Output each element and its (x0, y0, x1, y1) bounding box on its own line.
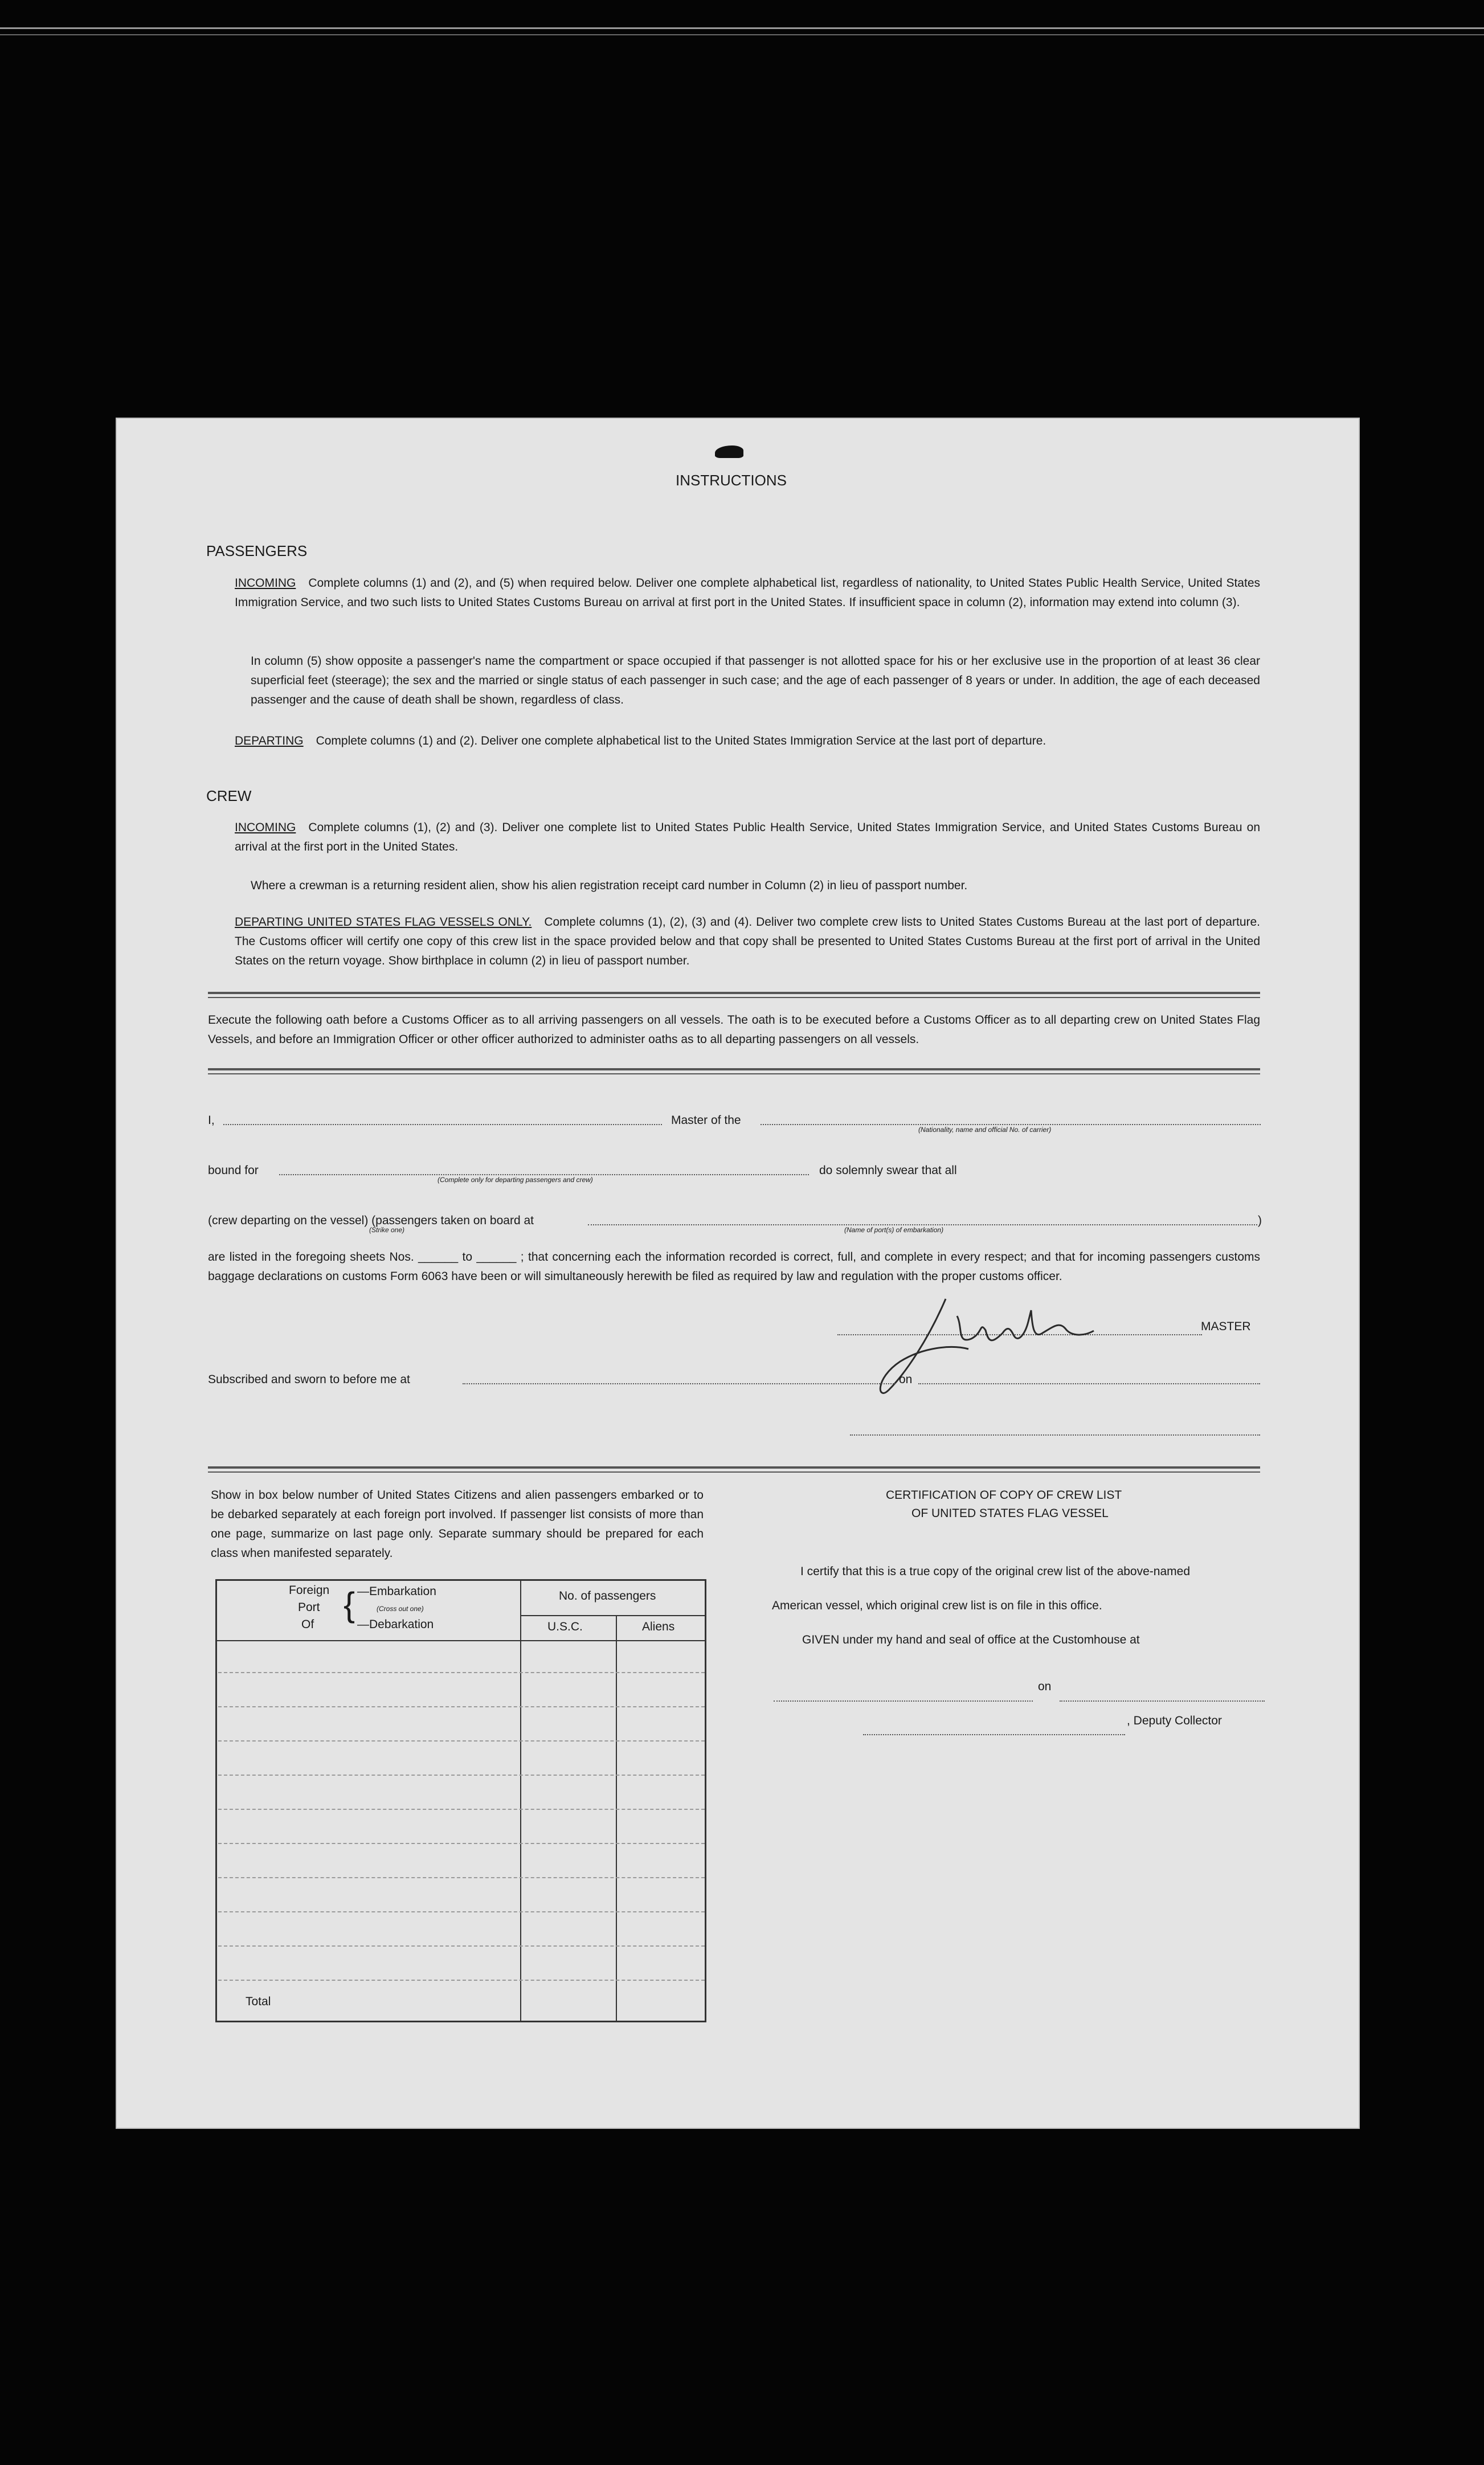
oath-instruction: Execute the following oath before a Customs Officer as to all arriving passengers on all vessels. The oath is to be executed before a Customs Officer as to all departing crew on United States Flag Vessels, and before an Immigration Officer or other officer authorized to administer oaths as to all departing passengers on all vessels. (208, 1013, 1260, 1046)
double-rule-1b (208, 997, 1260, 998)
master-signature (872, 1276, 1168, 1407)
debarkation-label: —Debarkation (357, 1618, 434, 1631)
crew-incoming-label: INCOMING (235, 821, 296, 834)
solemnly-swear-label: do solemnly swear that all (819, 1164, 957, 1177)
passengers-incoming-text: Complete columns (1) and (2), and (5) when required below. Deliver one complete alphabetical list, regardless of nationality, to United States Public Health Service, United States Immigration Service, and two such lists to United States Customs Bureau on arrival at first port in the United States. If insufficient space in column (2), information may extend into column (3). (235, 577, 1260, 609)
cross-out-note: (Cross out one) (377, 1605, 424, 1613)
of-label: Of (301, 1618, 314, 1631)
bound-for-label: bound for (208, 1164, 259, 1177)
certification-line-1: I certify that this is a true copy of the original crew list of the above-named (800, 1565, 1190, 1578)
oath-i-label: I, (208, 1114, 215, 1127)
certification-title-1: CERTIFICATION OF COPY OF CREW LIST (886, 1489, 1122, 1502)
subscribed-date-field[interactable] (918, 1383, 1260, 1384)
embarkation-label: —Embarkation (357, 1585, 436, 1598)
certification-line-2: American vessel, which original crew list is on file in this office. (772, 1599, 1102, 1612)
crew-departing-text: Complete columns (1), (2), (3) and (4). Deliver two complete crew lists to United States Customs Bureau at the last port of departure. The Customs officer will certify one copy of this crew list in the space provided below and that copy shall be presented to United States Customs Bureau at the first port of arrival in the United States on the return voyage. Show birthplace in column (2) in lieu of passport number. (235, 915, 1260, 967)
column5-paragraph: In column (5) show opposite a passenger's name the compartment or space occupied if that passenger is not allotted space for his or her exclusive use in the proportion of at least 36 clear superficial feet (steerage); the sex and the married or single status of each passenger in such case; and the age of each passenger of 8 years or under. In addition, the age of each deceased passenger and the cause of death shall be shown, regardless of class. (251, 655, 1260, 706)
crew-heading: CREW (206, 787, 252, 804)
table-row[interactable] (218, 1877, 705, 1878)
passenger-summary-table (215, 1579, 706, 2022)
table-row[interactable] (218, 1980, 705, 1981)
deputy-collector-field[interactable] (863, 1734, 1125, 1735)
table-row[interactable] (218, 1843, 705, 1844)
table-header-line (217, 1640, 705, 1641)
table-col-divider-2 (616, 1616, 617, 2021)
deputy-collector-label: , Deputy Collector (1127, 1714, 1222, 1727)
total-label: Total (246, 1995, 271, 2008)
close-paren: ) (1258, 1214, 1262, 1227)
instructions-title: INSTRUCTIONS (676, 472, 787, 489)
subscribed-label: Subscribed and sworn to before me at (208, 1373, 410, 1386)
crew-departing-paragraph (235, 913, 1260, 971)
crew-incoming-text: Complete columns (1), (2) and (3). Deliver one complete list to United States Public Health Service, United States Immigration Service, and United States Customs Bureau on arrival at the first port in the United States. (235, 821, 1260, 853)
officer-signature-field[interactable] (850, 1434, 1260, 1436)
certification-on-label: on (1038, 1680, 1052, 1693)
double-rule-3a (208, 1466, 1260, 1469)
table-row[interactable] (218, 1809, 705, 1810)
master-of-the-label: Master of the (671, 1114, 741, 1127)
table-row[interactable] (218, 1945, 705, 1947)
passengers-departing-label: DEPARTING (235, 734, 304, 747)
master-name-field[interactable] (223, 1124, 662, 1125)
aliens-header: Aliens (642, 1620, 675, 1633)
table-row[interactable] (218, 1672, 705, 1673)
port-label: Port (298, 1601, 320, 1614)
double-rule-3b (208, 1471, 1260, 1473)
double-rule-2a (208, 1068, 1260, 1070)
certification-date-field[interactable] (1060, 1700, 1265, 1702)
crew-departing-label: DEPARTING UNITED STATES FLAG VESSELS ONLY. (235, 915, 532, 929)
num-passengers-header: No. of passengers (559, 1589, 656, 1603)
ports-note: (Name of port(s) of embarkation) (844, 1226, 944, 1234)
passengers-departing-paragraph (235, 731, 1260, 751)
customhouse-field[interactable] (774, 1700, 1033, 1702)
nationality-note: (Nationality, name and official No. of carrier) (918, 1126, 1052, 1134)
embarkation-ports-field[interactable] (588, 1224, 1257, 1225)
table-col-divider-1 (520, 1581, 521, 2021)
top-film-edge-2 (0, 34, 1484, 35)
table-row[interactable] (218, 1740, 705, 1742)
listed-text: are listed in the foregoing sheets Nos. ______ to ______ ; that concerning each the information recorded is correct, full, and complete in every respect; and that for incoming passengers customs baggage declarations on customs Form 6063 have been or will simultaneously herewith be filed as required by law and regulation with the proper customs officer. (208, 1250, 1260, 1283)
certification-line-3: GIVEN under my hand and seal of office at the Customhouse at (802, 1633, 1140, 1646)
table-row[interactable] (218, 1706, 705, 1707)
vessel-name-field[interactable] (761, 1124, 1261, 1125)
table-row[interactable] (218, 1911, 705, 1912)
certification-title-2: OF UNITED STATES FLAG VESSEL (911, 1507, 1109, 1520)
crew-resident-paragraph: Where a crewman is a returning resident alien, show his alien registration receipt card number in Column (2) in lieu of passport number. (251, 879, 968, 892)
passengers-departing-text: Complete columns (1) and (2). Deliver one complete alphabetical list to the United States Immigration Service at the last port of departure. (316, 734, 1046, 747)
table-row[interactable] (218, 1775, 705, 1776)
crew-departing-label-line: (crew departing on the vessel) (passengers taken on board at (208, 1214, 534, 1227)
top-film-edge (0, 27, 1484, 29)
table-subheader-line (520, 1615, 705, 1616)
subscribed-on-label: on (899, 1373, 913, 1386)
ink-blot (715, 445, 743, 458)
summary-instruction: Show in box below number of United States Citizens and alien passengers embarked or to be debarked separately at each foreign port involved. If passenger list consists of more than one page, summarize on last page only. Separate summary should be prepared for each class when manifested separately. (211, 1489, 704, 1560)
bound-for-field[interactable] (279, 1174, 809, 1175)
passengers-incoming-paragraph (235, 574, 1260, 612)
usc-header: U.S.C. (547, 1620, 583, 1633)
double-rule-1a (208, 992, 1260, 994)
passengers-incoming-label: INCOMING (235, 577, 296, 590)
brace: { (344, 1585, 355, 1624)
crew-incoming-paragraph (235, 818, 1260, 857)
double-rule-2b (208, 1073, 1260, 1074)
subscribed-place-field[interactable] (463, 1383, 896, 1384)
complete-only-note: (Complete only for departing passengers and crew) (438, 1176, 593, 1184)
passengers-heading: PASSENGERS (206, 542, 308, 559)
foreign-label: Foreign (289, 1584, 330, 1597)
master-label: MASTER (1201, 1320, 1251, 1333)
strike-one-note: (Strike one) (369, 1226, 405, 1234)
